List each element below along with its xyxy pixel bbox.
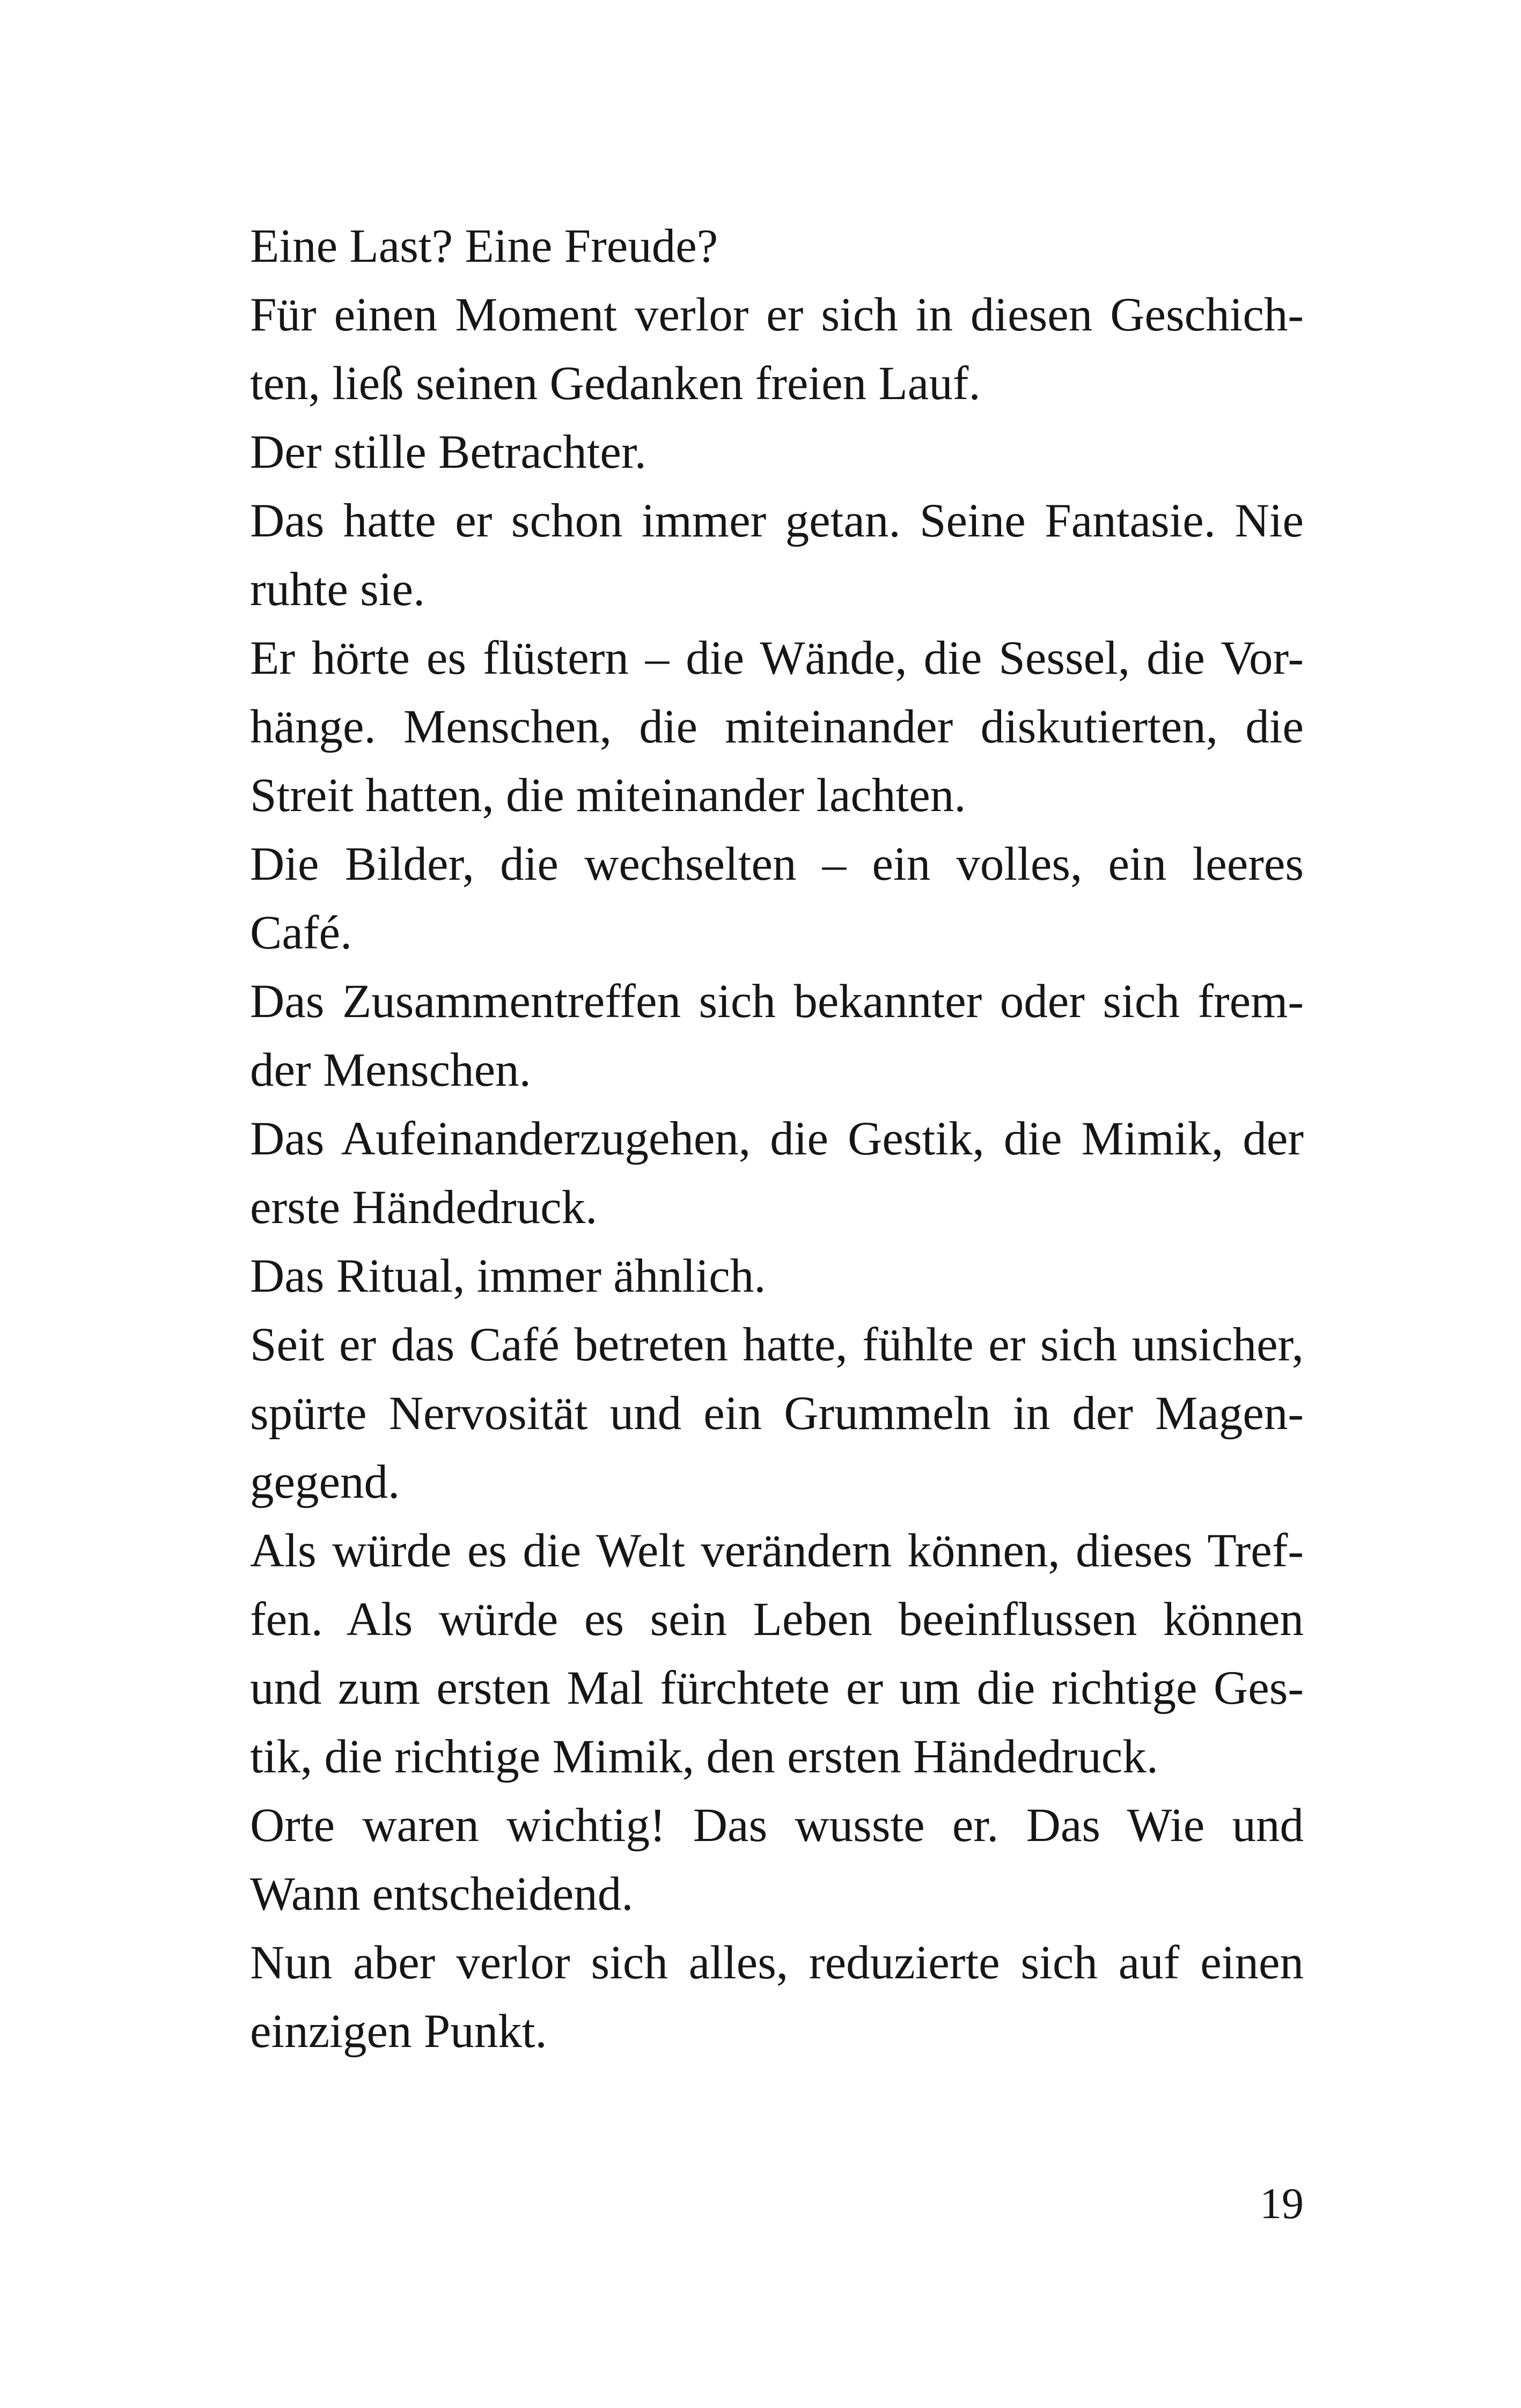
text-line: gegend. [250,1456,400,1508]
text-line: Das Zusammentreffen sich bekannter oder sich frem- [250,975,1304,1028]
text-line: Eine Last? Eine Freude? [250,220,718,273]
text-line: Das hatte er schon immer getan. Seine Fantasie. Nie [250,495,1304,547]
text-line: Café. [250,907,352,959]
text-line: Seit er das Café betreten hatte, fühlte er sich unsicher, [250,1319,1304,1371]
text-line: Als würde es die Welt verändern können, dieses Tref- [250,1525,1304,1577]
text-line: Der stille Betrachter. [250,426,646,478]
text-line: tik, die richtige Mimik, den ersten Händedruck. [250,1730,1158,1783]
text-line: Streit hatten, die miteinander lachten. [250,769,966,822]
text-line: ruhte sie. [250,563,425,616]
text-line: erste Händedruck. [250,1181,598,1234]
text-line: Nun aber verlor sich alles, reduzierte sich auf einen [250,1936,1304,1989]
text-line: und zum ersten Mal fürchtete er um die richtige Ges- [250,1662,1304,1714]
text-line: fen. Als würde es sein Leben beeinflussen können [250,1593,1304,1646]
text-line: Wann entscheidend. [250,1868,634,1920]
text-line: Das Aufeinanderzugehen, die Gestik, die Mimik, der [250,1113,1304,1165]
text-line: der Menschen. [250,1044,531,1096]
text-line: Orte waren wichtig! Das wusste er. Das Wie und [250,1799,1304,1852]
text-line: ten, ließ seinen Gedanken freien Lauf. [250,357,981,410]
text-line: Die Bilder, die wechselten – ein volles, ein leeres [250,838,1304,890]
text-line: spürte Nervosität und ein Grummeln in der Magen- [250,1387,1304,1440]
text-line: einzigen Punkt. [250,2005,547,2058]
text-line: hänge. Menschen, die miteinander diskutierten, die [250,701,1304,753]
text-line: Für einen Moment verlor er sich in diesen Geschich- [250,289,1304,341]
body-text [250,212,1304,2066]
text-line: Er hörte es flüstern – die Wände, die Sessel, die Vor- [250,632,1304,684]
text-line: Das Ritual, immer ähnlich. [250,1250,766,1302]
page-number: 19 [1260,2179,1304,2228]
